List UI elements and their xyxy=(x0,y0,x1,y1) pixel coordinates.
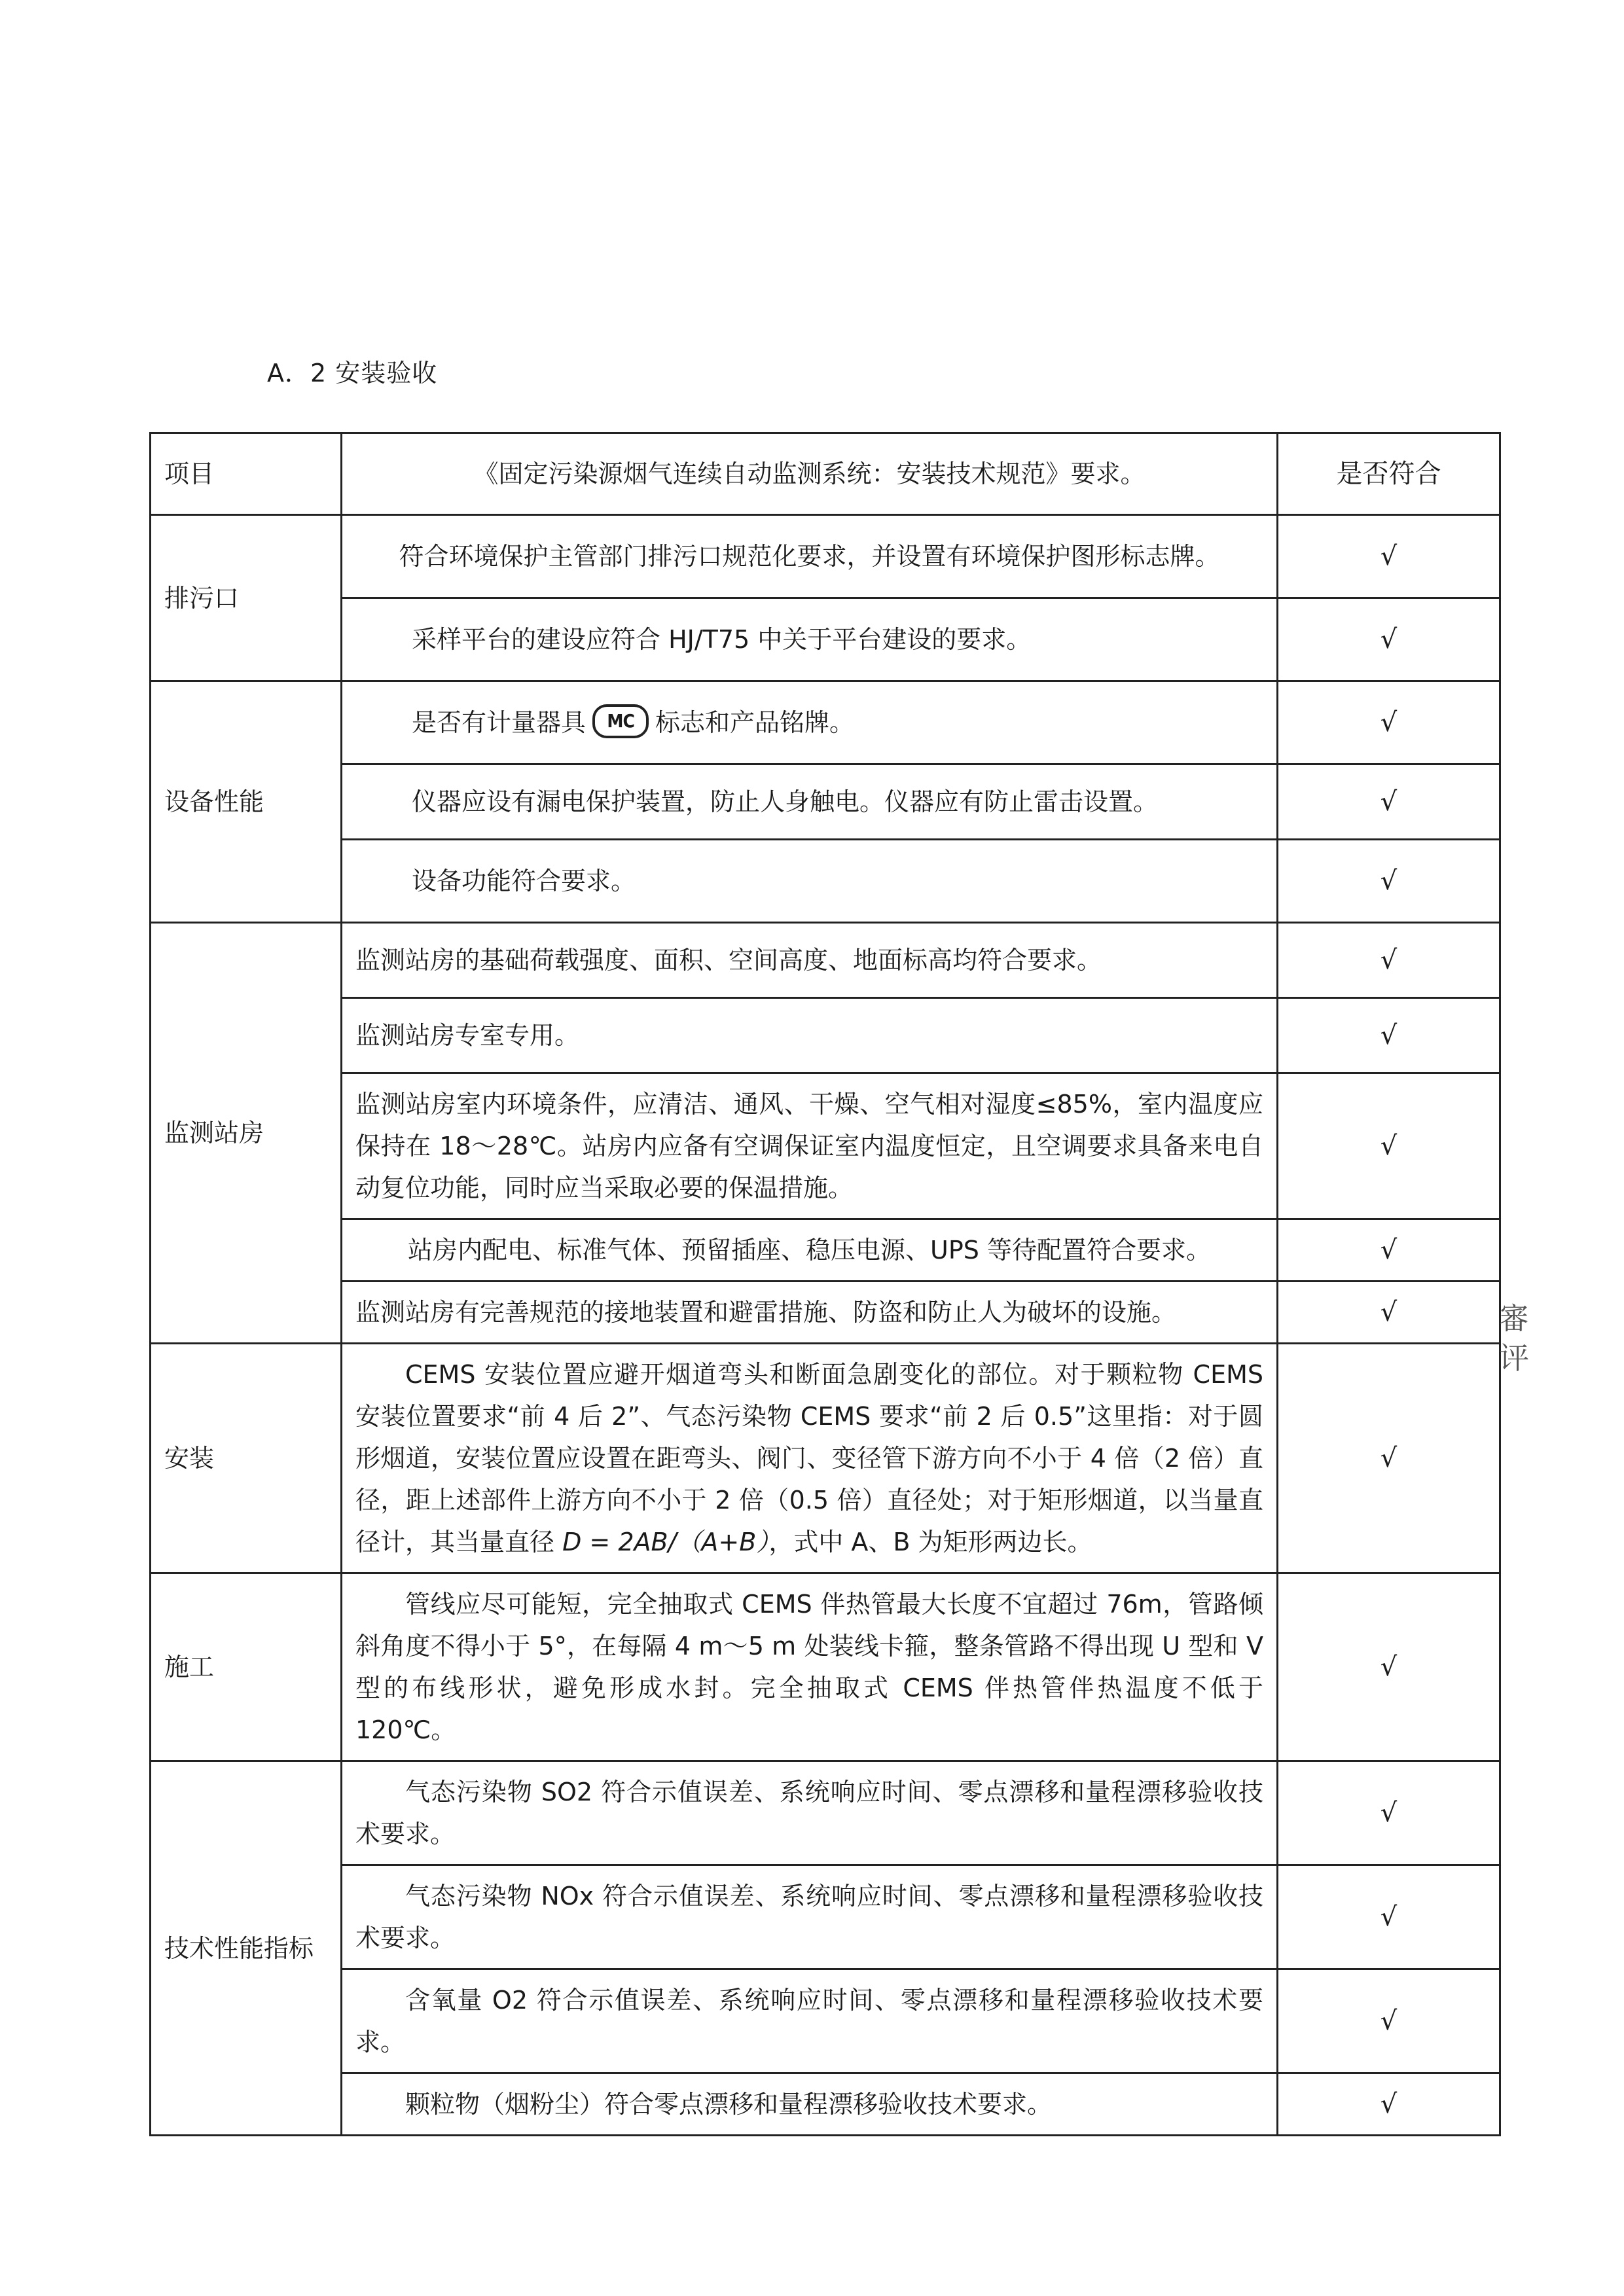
table-row xyxy=(151,1761,1500,1865)
requirement-cell: 含氧量 O2 符合示值误差、系统响应时间、零点漂移和量程漂移验收技术要求。 xyxy=(342,1969,1278,2073)
header-item: 项目 xyxy=(151,433,342,515)
requirement-cell: 管线应尽可能短，完全抽取式 CEMS 伴热管最大长度不宜超过 76m，管路倾斜角度不得小于 5°，在每隔 4 m～5 m 处装线卡箍，整条管路不得出现 U 型和 V 型的布线形状，避免形成水封。完全抽取式 CEMS 伴热管伴热温度不低于 120℃。 xyxy=(342,1573,1278,1761)
table-header-row xyxy=(151,433,1500,515)
table-row xyxy=(151,1865,1500,1969)
requirement-cell: 颗粒物（烟粉尘）符合零点漂移和量程漂移验收技术要求。 xyxy=(342,2073,1278,2136)
requirement-text: 标志和产品铭牌。 xyxy=(655,708,855,737)
table-row xyxy=(151,1073,1500,1219)
check-mark: √ xyxy=(1278,1573,1500,1761)
table-row xyxy=(151,1969,1500,2073)
category-performance: 技术性能指标 xyxy=(151,1761,342,2136)
requirement-cell xyxy=(342,1344,1278,1573)
table-row xyxy=(151,1344,1500,1573)
requirement-cell: 气态污染物 NOx 符合示值误差、系统响应时间、零点漂移和量程漂移验收技术要求。 xyxy=(342,1865,1278,1969)
check-mark: √ xyxy=(1278,598,1500,681)
requirement-text: ，式中 A、B 为矩形两边长。 xyxy=(768,1528,1092,1556)
check-mark: √ xyxy=(1278,1282,1500,1344)
requirement-cell: 站房内配电、标准气体、预留插座、稳压电源、UPS 等待配置符合要求。 xyxy=(342,1219,1278,1282)
requirement-cell: 设备功能符合要求。 xyxy=(342,840,1278,923)
metrology-mc-mark xyxy=(592,704,649,738)
check-mark: √ xyxy=(1278,1073,1500,1219)
check-mark: √ xyxy=(1278,998,1500,1073)
section-heading: A．2 安装验收 xyxy=(267,359,438,387)
requirement-cell xyxy=(342,681,1278,764)
mc-mark-text: MC xyxy=(607,710,634,732)
requirement-cell: 监测站房室内环境条件，应清洁、通风、干燥、空气相对湿度≤85%，室内温度应保持在 18～28℃。站房内应备有空调保证室内温度恒定，且空调要求具备来电自动复位功能，同时应当采取必要的保温措施。 xyxy=(342,1073,1278,1219)
equivalent-diameter-formula: D = 2AB/（A+B） xyxy=(562,1528,769,1556)
check-mark: √ xyxy=(1278,1344,1500,1573)
check-mark: √ xyxy=(1278,764,1500,840)
requirement-cell: 监测站房专室专用。 xyxy=(342,998,1278,1073)
check-mark: √ xyxy=(1278,923,1500,998)
requirement-text: 是否有计量器具 xyxy=(412,708,586,737)
header-conformity: 是否符合 xyxy=(1278,433,1500,515)
table-row xyxy=(151,515,1500,598)
requirement-cell: 采样平台的建设应符合 HJ/T75 中关于平台建设的要求。 xyxy=(342,598,1278,681)
requirement-cell: 符合环境保护主管部门排污口规范化要求，并设置有环境保护图形标志牌。 xyxy=(342,515,1278,598)
table-row xyxy=(151,923,1500,998)
category-outlet: 排污口 xyxy=(151,515,342,681)
table-row xyxy=(151,764,1500,840)
installation-acceptance-table xyxy=(149,432,1501,2136)
check-mark: √ xyxy=(1278,2073,1500,2136)
check-mark: √ xyxy=(1278,1219,1500,1282)
margin-handwritten-note: 審 评 xyxy=(1494,1302,1530,1372)
table-row xyxy=(151,1282,1500,1344)
table-row xyxy=(151,598,1500,681)
category-installation: 安装 xyxy=(151,1344,342,1573)
table-row xyxy=(151,840,1500,923)
requirement-cell: 监测站房有完善规范的接地装置和避雷措施、防盗和防止人为破坏的设施。 xyxy=(342,1282,1278,1344)
table-row xyxy=(151,998,1500,1073)
requirement-cell: 仪器应设有漏电保护装置，防止人身触电。仪器应有防止雷击设置。 xyxy=(342,764,1278,840)
requirement-cell: 气态污染物 SO2 符合示值误差、系统响应时间、零点漂移和量程漂移验收技术要求。 xyxy=(342,1761,1278,1865)
check-mark: √ xyxy=(1278,1969,1500,2073)
check-mark: √ xyxy=(1278,1761,1500,1865)
table-row xyxy=(151,681,1500,764)
check-mark: √ xyxy=(1278,681,1500,764)
table-row xyxy=(151,1573,1500,1761)
table-row xyxy=(151,1219,1500,1282)
requirement-cell: 监测站房的基础荷载强度、面积、空间高度、地面标高均符合要求。 xyxy=(342,923,1278,998)
check-mark: √ xyxy=(1278,840,1500,923)
category-construction: 施工 xyxy=(151,1573,342,1761)
check-mark: √ xyxy=(1278,515,1500,598)
check-mark: √ xyxy=(1278,1865,1500,1969)
header-requirement: 《固定污染源烟气连续自动监测系统：安装技术规范》要求。 xyxy=(342,433,1278,515)
requirement-text: CEMS 安装位置应避开烟道弯头和断面急剧变化的部位。对于颗粒物 CEMS 安装位置要求“前 4 后 2”、气态污染物 CEMS 要求“前 2 后 0.5”这里指：对于圆形烟道，安装位置应设置在距弯头、阀门、变径管下游方向不小于 4 倍（2 倍）直径，距上述部件上游方向不小于 2 倍（0.5 倍）直径处；对于矩形烟道，以当量直径计，其当量直径 xyxy=(355,1360,1263,1556)
category-station: 监测站房 xyxy=(151,923,342,1344)
table-row xyxy=(151,2073,1500,2136)
category-equipment: 设备性能 xyxy=(151,681,342,923)
